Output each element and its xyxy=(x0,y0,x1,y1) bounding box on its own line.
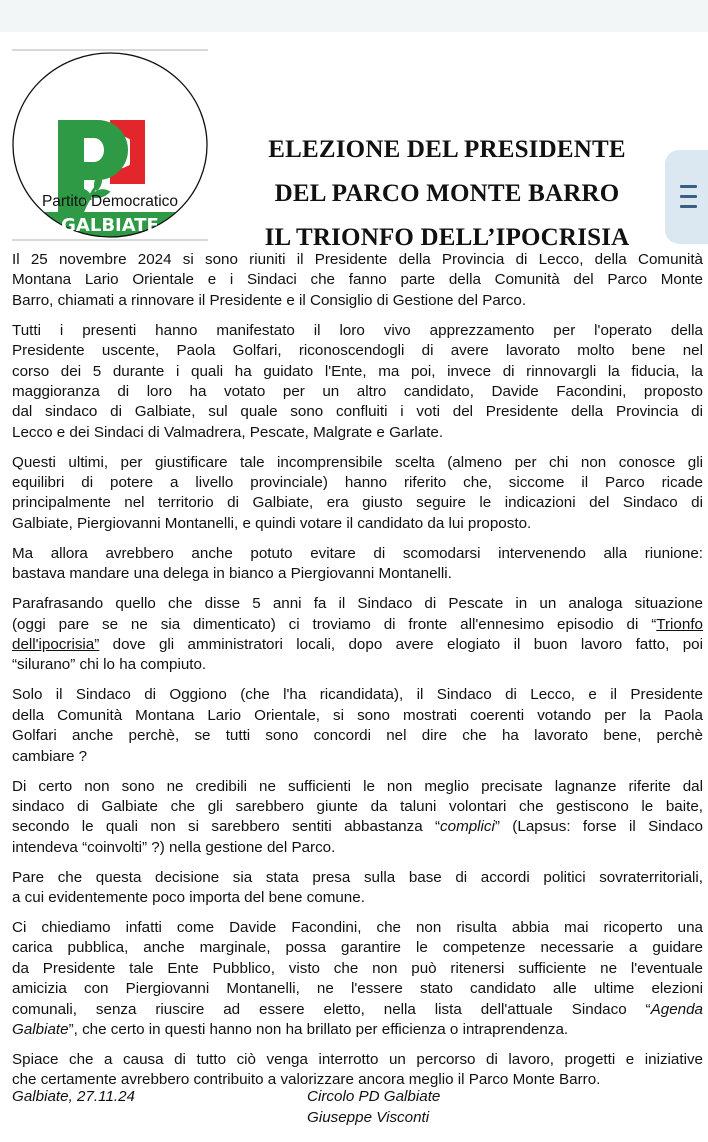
text-line: amicizia con Piergiovanni Montanelli, ne l'essere stato candidato alle ultime elezioni xyxy=(12,980,703,998)
text-line: Montana Lario Orientale e i Sindaci che fanno parte della Comunità del Parco Monte xyxy=(12,271,703,289)
text-line: maggioranza di loro ha votato per un altro candidato, Davide Facondini, proposto xyxy=(12,382,703,400)
text-line: Golfari anche perchè, se tutti sono concordi nel dire che ha lavorato bene, perchè xyxy=(12,727,703,745)
text-line: Ma allora avrebbero anche potuto evitare di scomodarsi intervenendo alla riunione: xyxy=(12,544,703,562)
text-line: sindaco di Galbiate che gli sarebbero giunte da taluni volontari che gestiscono le baite, xyxy=(12,797,703,815)
paragraph xyxy=(12,1050,703,1091)
text-line: corso dei 5 durante i quali ha guidato l'Ente, ma poi, invece di rinnovargli la fiducia, la xyxy=(12,362,703,380)
text-line: principalmente nel territorio di Galbiate, era giusto seguire le indicazioni del Sindaco di xyxy=(12,494,703,512)
underlined-text: Trionfo xyxy=(656,615,703,633)
paragraph xyxy=(12,321,703,443)
logo-party-name: Partito Democratico xyxy=(41,193,179,210)
viewer-top-bar xyxy=(0,0,708,32)
text-line: Solo il Sindaco di Oggiono (che l'ha ricandidata), il Sindaco di Lecco, e il Presidente xyxy=(12,686,703,704)
text-segment: ” (Lapsus: forse il Sindaco xyxy=(494,818,703,836)
text-line: Tutti i presenti hanno manifestato il loro vivo apprezzamento per l'operato della xyxy=(12,321,703,339)
text-line xyxy=(12,1000,703,1020)
text-line xyxy=(12,635,703,655)
text-line: Parafrasando quello che disse 5 anni fa il Sindaco di Pescate in un analoga situazione xyxy=(12,595,703,613)
text-segment: (oggi pare se ne sia dimenticato) ci troviamo di fronte all'ennesimo episodio di “ xyxy=(12,615,657,633)
paragraph xyxy=(12,594,703,676)
text-line: Galbiate, Piergiovanni Montanelli, e quindi votare il candidato da lui proposto. xyxy=(12,514,532,532)
text-line: “silurano” chi lo ha compiuto. xyxy=(12,656,207,674)
text-line: Il 25 novembre 2024 si sono riuniti il Presidente della Provincia di Lecco, della Comunità xyxy=(12,251,703,268)
text-line: carica pubblica, anche marginale, possa garantire le competenze necessarie a guidare xyxy=(12,939,703,957)
text-line: a cui evidentemente poco importa del bene comune. xyxy=(12,889,365,907)
scroll-handle[interactable] xyxy=(665,150,708,244)
text-line: Ci chiediamo infatti come Davide Facondini, che non risulta abbia mai ricoperto una xyxy=(12,919,703,937)
italic-text: Agenda xyxy=(650,1000,703,1018)
text-segment: secondo le quali non si sarebbero sentiti abbastanza “ xyxy=(12,818,441,836)
text-line: Presidente uscente, Paola Golfari, riconoscendogli di avere lavorato molto bene nel xyxy=(12,342,703,360)
text-line: della Comunità Montana Lario Orientale, si sono mostrati coerenti votando per la Paola xyxy=(12,706,703,724)
title-line: ELEZIONE DEL PRESIDENTE xyxy=(268,136,626,163)
document-body xyxy=(12,250,703,1100)
text-segment: dove gli amministratori locali, dopo avere elogiato il buon lavoro fatto, poi xyxy=(99,636,703,654)
text-line: dal sindaco di Galbiate, sul quale sono confluiti i voti del Presidente della Provincia di xyxy=(12,403,703,421)
text-line xyxy=(12,615,703,635)
text-line: che certamente avrebbero contribuito a valorizzare ancora meglio il Parco Monte Barro. xyxy=(12,1071,601,1089)
text-line: da Presidente tale Ente Pubblico, visto che non può ritenersi sufficiente ne l'eventuale xyxy=(12,959,703,977)
document-title xyxy=(236,128,658,260)
title-line: IL TRIONFO DELL’IPOCRISIA xyxy=(264,224,630,251)
paragraph xyxy=(12,250,703,311)
text-line: intendeva “coinvolti” ?) nella gestione del Parco. xyxy=(12,838,336,856)
text-line: bastava mandare una delega in bianco a Piergiovanni Montanelli. xyxy=(12,565,452,583)
text-segment: ”, che certo in questi hanno non ha brillato per efficienza o intraprendenza. xyxy=(68,1021,569,1039)
paragraph xyxy=(12,918,703,1040)
italic-text: Galbiate xyxy=(12,1021,69,1039)
text-line: equilibri di potere a livello provinciale) hanno riferito che, siccome il Parco ricade xyxy=(12,474,703,492)
text-line: Questi ultimi, per giustificare tale incomprensibile scelta (almeno per chi non conosce gli xyxy=(12,453,703,471)
paragraph xyxy=(12,544,703,585)
text-line xyxy=(12,1020,703,1040)
text-line: Barro, chiamati a rinnovare il Presidente e il Consiglio di Gestione del Parco. xyxy=(12,291,527,309)
italic-text: complici xyxy=(440,818,495,836)
paragraph xyxy=(12,453,703,535)
paragraph xyxy=(12,685,703,767)
logo-city-name: GALBIATE xyxy=(61,215,159,236)
text-line: cambiare ? xyxy=(12,747,88,765)
place-date: Galbiate, 27.11.24 xyxy=(12,1088,135,1105)
text-line: Spiace che a causa di tutto ciò venga interrotto un percorso di lavoro, progetti e iniziative xyxy=(12,1051,703,1069)
text-line xyxy=(12,817,703,837)
text-line: Di certo non sono ne credibili ne sufficienti le non meglio precisate lagnanze riferite dal xyxy=(12,777,703,795)
paragraph xyxy=(12,777,703,859)
text-line: Pare che questa decisione sia stata presa sulla base di accordi politici sovraterritoriali, xyxy=(12,868,703,886)
text-segment: comunali, senza riuscire ad essere eletto, nella lista dell'attuale Sindaco “ xyxy=(12,1000,651,1018)
paragraph xyxy=(12,868,703,909)
text-line: Lecco e dei Sindaci di Valmadrera, Pescate, Malgrate e Garlate. xyxy=(12,423,444,441)
underlined-text: dell'ipocrisia” xyxy=(12,636,100,654)
signature-name: Giuseppe Visconti xyxy=(307,1109,430,1126)
title-line: DEL PARCO MONTE BARRO xyxy=(274,180,620,207)
signature-org: Circolo PD Galbiate xyxy=(307,1088,441,1105)
signature-block xyxy=(307,1086,440,1128)
pd-galbiate-logo xyxy=(10,48,210,244)
